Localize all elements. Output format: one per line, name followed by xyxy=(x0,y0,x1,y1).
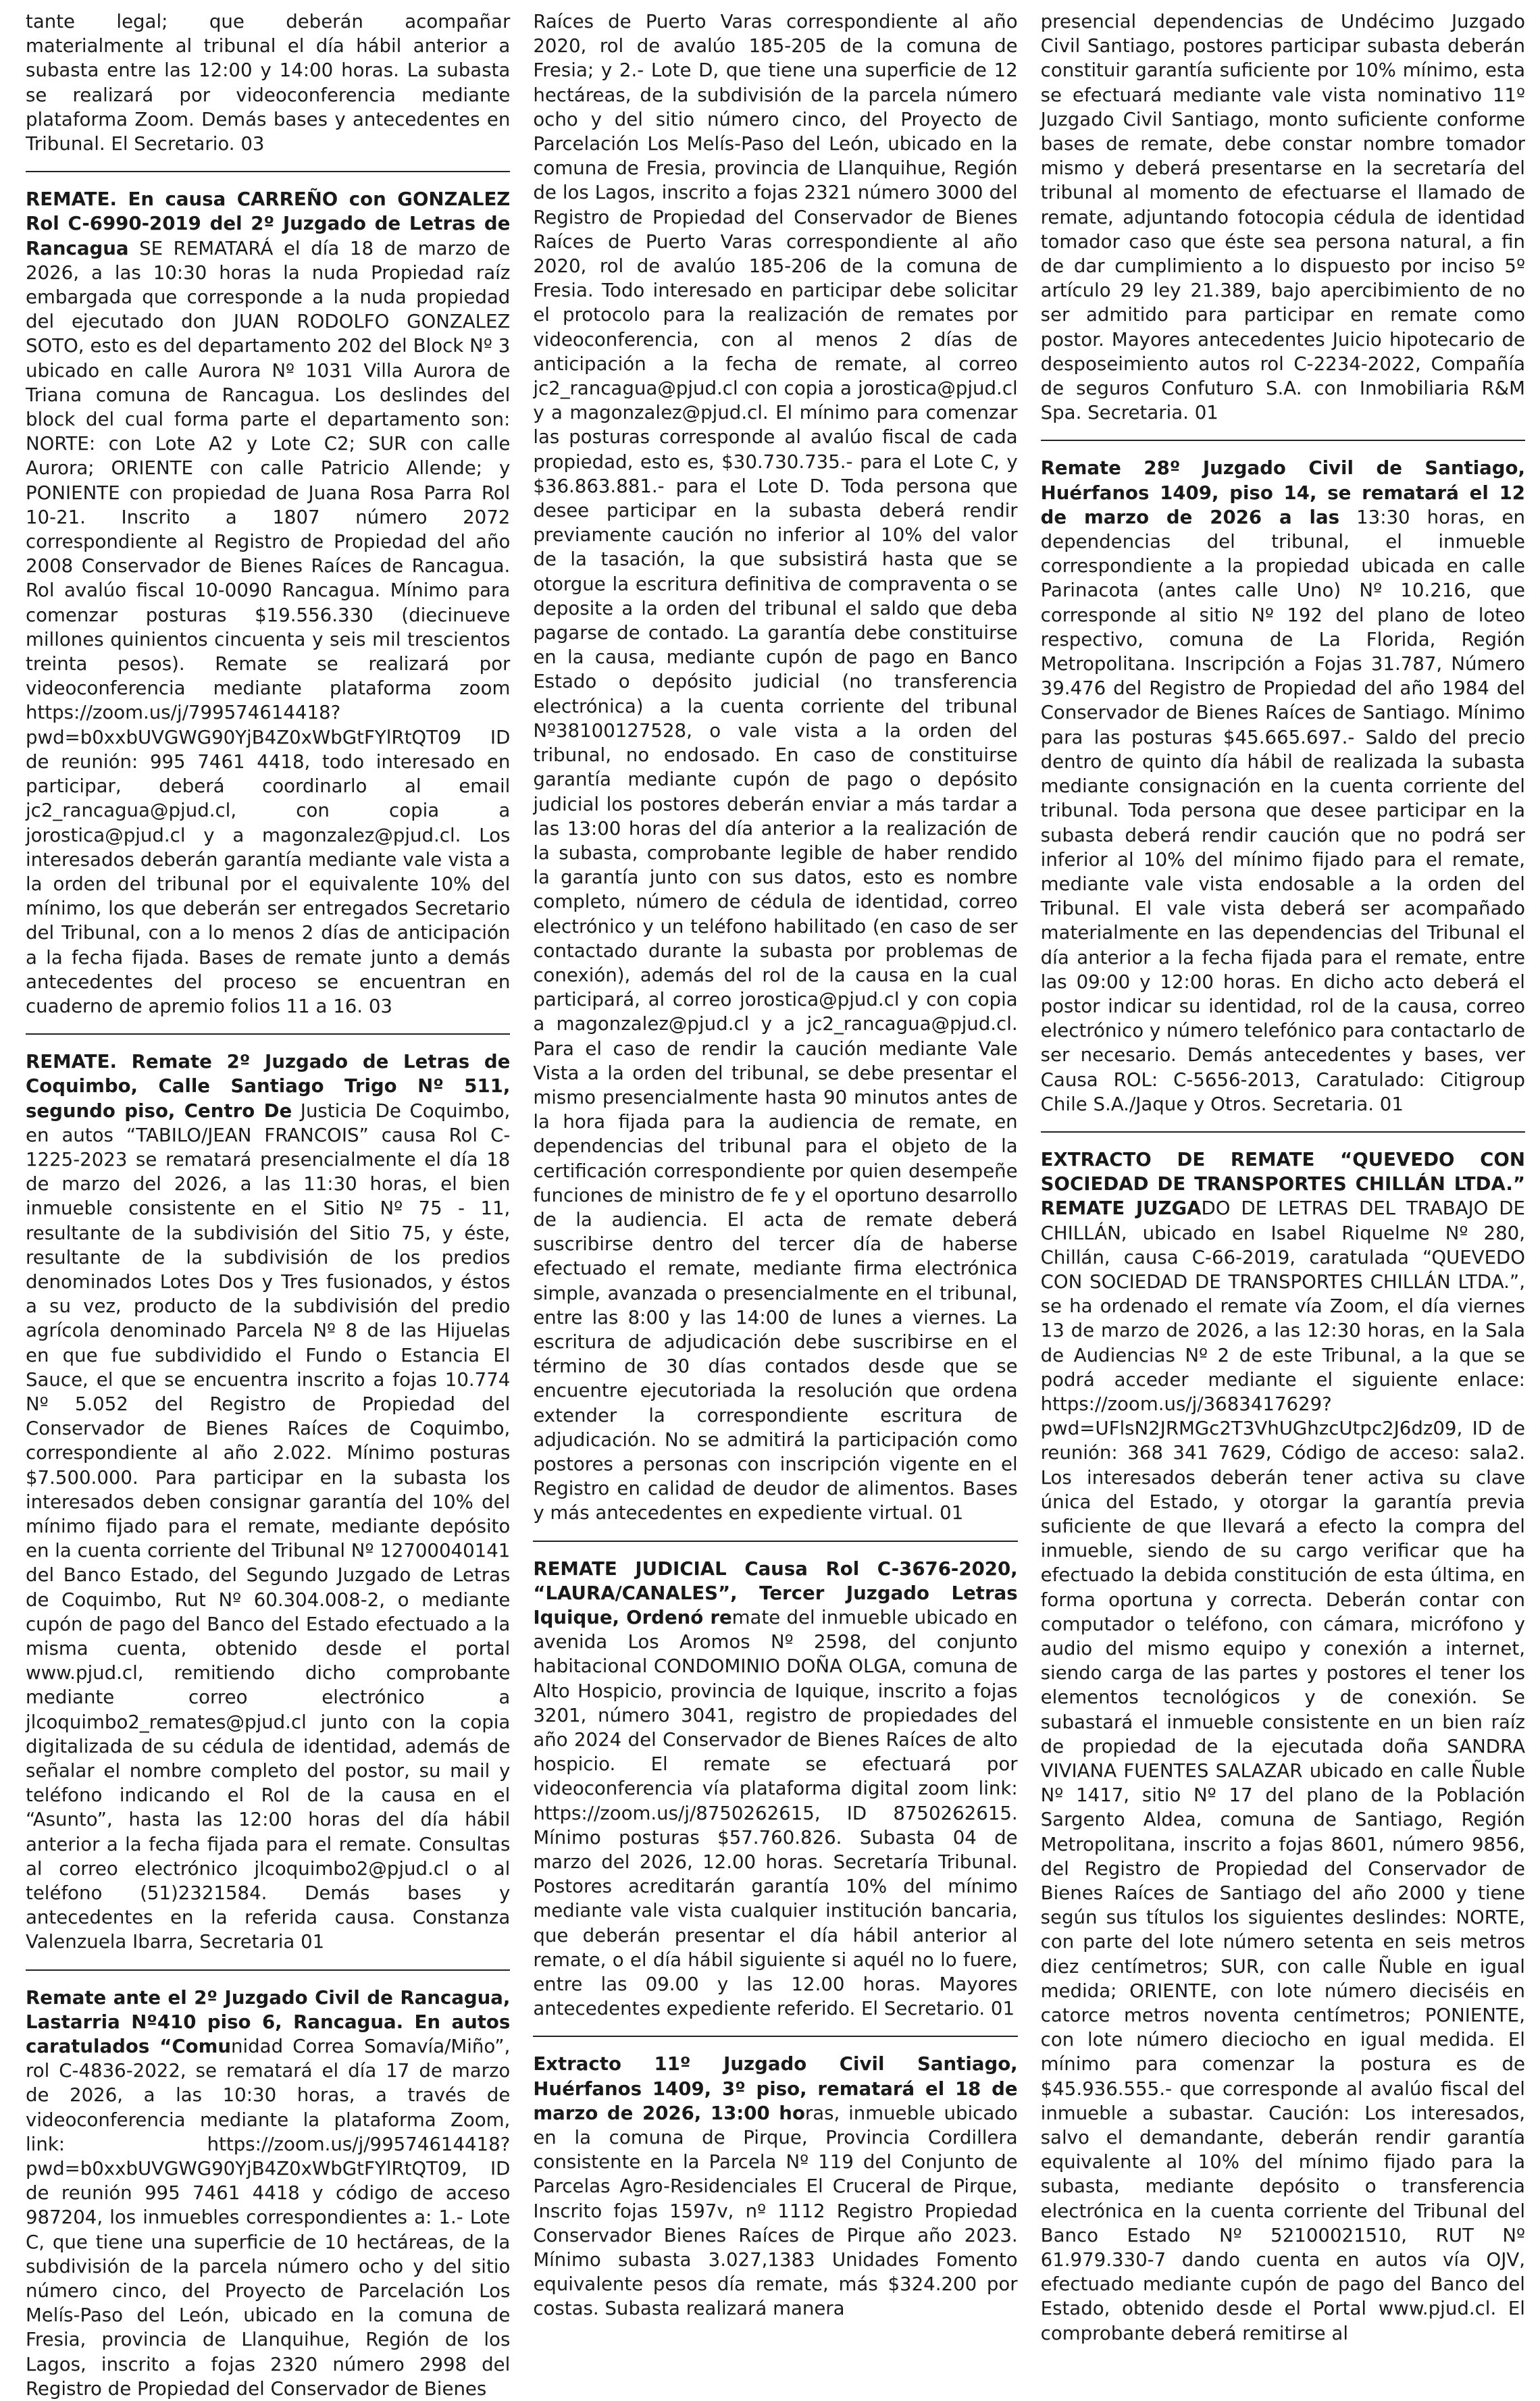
divider xyxy=(1041,440,1525,441)
notice-heading: REMATE JUDICIAL Causa Rol C-3676-2020, “LAURA/CANALES”, Tercer Juzgado Letras Iquique, Ordenó re xyxy=(533,1557,1018,1628)
notice-heading: REMATE. En causa CARREÑO con GONZALEZ Rol C-6990-2019 del 2º Juzgado de Letras de Rancagua xyxy=(26,188,511,259)
notice-body: tante legal; que deberán acompañar materialmente al tribunal el día hábil anterior a subasta entre las 12:00 y 14:00 horas. La subasta se realizará por videoconferencia mediante plataforma Zoom. Demás bases y antecedentes en Tribunal. El Secretario. 03 xyxy=(26,10,511,155)
divider xyxy=(533,1541,1017,1542)
divider xyxy=(26,171,510,172)
column-1 xyxy=(26,9,511,2400)
notice-body: DO DE LETRAS DEL TRABAJO DE CHILLÁN, ubicado en Isabel Riquelme Nº 280, Chillán, causa C-66-2019, caratulada “QUEVEDO CON SOCIEDAD DE TRANSPORTES CHILLÁN LTDA.”, se ha ordenado el remate vía Zoom, el día viernes 13 de marzo de 2026, a las 12:30 horas, en la Sala de Audiencias Nº 2 de este Tribunal, a la que se podrá acceder mediante el siguiente enlace: https://zoom.us/j/3683417629?pwd=UFlsN2JRMGc2T3VhUGhzcUtpc2J6dz09, ID de reunión: 368 341 7629, Código de acceso: sala2. Los interesados deberán tener activa su clave única del Estado, y otorgar la garantía previa suficiente de que llevará a efecto la compra del inmueble, siendo de su cargo verificar que ha efectuado la debida constitución de esta última, en forma oportuna y correcta. Deberán contar con computador o teléfono, con cámara, micrófono y audio del mismo equipo y conexión a internet, siendo carga de las partes y postores el tener los elementos tecnológicos y de conexión. Se subastará el inmueble consistente en un bien raíz de propiedad de la ejecutada doña SANDRA VIVIANA FUENTES SALAZAR ubicado en calle Ñuble Nº 1417, sitio Nº 17 del plano de la Población Sargento Aldea, comuna de Santiago, Región Metropolitana, inscrito a fojas 8601, número 9856, del Registro de Propiedad del Conservador de Bienes Raíces de Santiago del año 2000 y tiene según sus títulos los siguientes deslindes: NORTE, con parte del lote número setenta en seis metros diez centímetros; SUR, con calle Ñuble en igual medida; ORIENTE, con lote número dieciséis en catorce metros noventa centímetros; PONIENTE, con lote número dieciocho en igual medida. El mínimo para comenzar la postura es de $45.936.555.- que corresponde al avalúo fiscal del inmueble a subastar. Caución: Los interesados, salvo el demandante, deberán rendir garantía equivalente al 10% del mínimo fijado para la subasta, mediante depósito o transferencia electrónica en la cuenta corriente del Tribunal del Banco Estado Nº 52100021510, RUT Nº 61.979.330-7 dando cuenta en autos vía OJV, efectuado mediante cupón de pago del Banco del Estado, obtenido desde el Portal www.pjud.cl. El comprobante deberá remitirse al xyxy=(1040,1197,1525,2344)
notice-remate-coquimbo xyxy=(26,1050,510,1955)
divider xyxy=(26,1033,510,1035)
notice-heading: Extracto 11º Juzgado Civil Santiago, Huérfanos 1409, 3º piso, rematará el 18 de marzo de 2026, 13:00 ho xyxy=(533,2053,1018,2124)
notice-body: Justicia De Coquimbo, en autos “TABILO/JEAN FRANCOIS” causa Rol C-1225-2023 se rematará presencialmente el día 18 de marzo del 2026, a las 11:30 horas, el bien inmueble consistente en el Sitio Nº 75 - 11, resultante de la subdivisión del Sitio 75, y éste, resultante de la subdivisión de los predios denominados Lotes Dos y Tres fusionados, y éstos a su vez, producto de la subdivisión del predio agrícola denominado Parcela Nº 8 de las Hijuelas en que fue subdividido el Fundo o Estancia El Sauce, el que se encuentra inscrito a fojas 10.774 Nº 5.052 del Registro de Propiedad del Conservador de Bienes Raíces de Coquimbo, correspondiente al año 2.022. Mínimo posturas $7.500.000. Para participar en la subasta los interesados deben consignar garantía del 10% del mínimo fijado para el remate, mediante depósito en la cuenta corriente del Tribunal Nº 12700040141 del Banco Estado, del Segundo Juzgado de Letras de Coquimbo, Rut Nº 60.304.008-2, o mediante cupón de pago del Banco del Estado efectuado a la misma cuenta, obtenido desde el portal www.pjud.cl, remitiendo dicho comprobante mediante correo electrónico a jlcoquimbo2_remates@pjud.cl junto con la copia digitalizada de su cédula de identidad, además de señalar el nombre completo del postor, su mail y teléfono indicando el Rol de la causa en el “Asunto”, hasta las 12:00 horas del día hábil anterior a la fecha fijada para el remate. Consultas al correo electrónico jlcoquimbo2@pjud.cl o al teléfono (51)2321584. Demás bases y antecedentes en la referida causa. Constanza Valenzuela Ibarra, Secretaria 01 xyxy=(26,1099,511,1953)
notice-body: mate del inmueble ubicado en avenida Los Aromos Nº 2598, del conjunto habitacional CONDOMINIO DOÑA OLGA, comuna de Alto Hospicio, provincia de Iquique, inscrito a fojas 3201, número 3041, registro de propiedades del año 2024 del Conservador de Bienes Raíces de alto hospicio. El remate se efectuará por videoconferencia vía plataforma digital zoom link: https://zoom.us/j/8750262615, ID 8750262615. Mínimo posturas $57.760.826. Subasta 04 de marzo del 2026, 12.00 horas. Secretaría Tribunal. Postores acreditarán garantía 10% del mínimo mediante vale vista cualquier institución bancaria, que deberán presentar el día hábil anterior al remate, o el día hábil siguiente si aquél no lo fuere, entre las 09.00 y las 12.00 horas. Mayores antecedentes expediente referido. El Secretario. 01 xyxy=(533,1606,1018,2020)
notice-heading: Remate ante el 2º Juzgado Civil de Rancagua, Lastarria Nº410 piso 6, Rancagua. En autos caratulados “Comu xyxy=(26,1986,511,2058)
column-2 xyxy=(533,9,1018,2320)
divider xyxy=(533,2036,1017,2037)
notice-extracto-11-juzgado xyxy=(533,2052,1017,2321)
notice-body: presencial dependencias de Undécimo Juzgado Civil Santiago, postores participar subasta deberán constituir garantía suficiente por 10% mínimo, esta se efectuará mediante vale vista nominativo 11º Juzgado Civil Santiago, monto suficiente conforme bases de remate, debe constar nombre tomador mismo y deberá presentarse en la secretaría del tribunal al momento de efectuarse el llamado de remate, adjuntando fotocopia cédula de identidad tomador caso que éste sea persona natural, a fin de dar cumplimiento a lo dispuesto por inciso 5º artículo 29 ley 21.389, bajo apercibimiento de no ser admitido para participar en remate como postor. Mayores antecedentes Juicio hipotecario de desposeimiento autos rol C-2234-2022, Compañía de seguros Confuturo S.A. con Inmobiliaria R&M Spa. Secretaria. 01 xyxy=(1040,10,1525,424)
notice-remate-rancagua xyxy=(26,1986,510,2401)
notice-body: SE REMATARÁ el día 18 de marzo de 2026, a las 10:30 horas la nuda Propiedad raíz embargada que corresponde a la nuda propiedad del ejecutado don JUAN RODOLFO GONZALEZ SOTO, esto es del departamento 202 del Block Nº 3 ubicado en calle Aurora Nº 1031 Villa Aurora de Triana comuna de Rancagua. Los deslindes del block del cual forma parte el departamento son: NORTE: con Lote A2 y Lote C2; SUR con calle Aurora; ORIENTE con calle Patricio Allende; y PONIENTE con propiedad de Juana Rosa Parra Rol 10-21. Inscrito a 1807 número 2072 correspondiente al Registro de Propiedad del año 2008 Conservador de Bienes Raíces de Rancagua. Rol avalúo fiscal 10-0090 Rancagua. Mínimo para comenzar posturas $19.556.330 (diecinueve millones quinientos cincuenta y seis mil trescientos treinta pesos). Remate se realizará por videoconferencia mediante plataforma zoom https://zoom.us/j/799574614418?pwd=b0xxbUVGWG90YjB4Z0xWbGtFYlRtQT09 ID de reunión: 995 7461 4418, todo interesado en participar, deberá coordinarlo al email jc2_rancagua@pjud.cl, con copia a jorostica@pjud.cl y a magonzalez@pjud.cl. Los interesados deberán garantía mediante vale vista a la orden del tribunal por el equivalente 10% del mínimo, los que deberán ser entregados Secretario del Tribunal, con a lo menos 2 días de anticipación a la fecha fijada. Bases de remate junto a demás antecedentes del proceso se encuentran en cuaderno de apremio folios 11 a 16. 03 xyxy=(26,236,511,1017)
notice-heading: EXTRACTO DE REMATE “QUEVEDO CON SOCIEDAD DE TRANSPORTES CHILLÁN LTDA.” REMATE JUZGA xyxy=(1040,1147,1525,1220)
notice-continuation xyxy=(1041,9,1525,425)
notice-remate-carreno xyxy=(26,187,510,1018)
notice-continuation xyxy=(26,9,510,156)
notice-body: Raíces de Puerto Varas correspondiente al año 2020, rol de avalúo 185-205 de la comuna de Fresia; y 2.- Lote D, que tiene una superficie de 12 hectáreas, de la subdivisión de la parcela número ocho y del sitio número cinco, del Proyecto de Parcelación Los Melís-Paso del León, ubicado en la comuna de Fresia, provincia de Llanquihue, Región de los Lagos, inscrito a fojas 2321 número 3000 del Registro de Propiedad del Conservador de Bienes Raíces de Puerto Varas correspondiente al año 2020, rol de avalúo 185-206 de la comuna de Fresia. Todo interesado en participar debe solicitar el protocolo para la realización de remates por videoconferencia, con al menos 2 días de anticipación a la fecha de remate, al correo jc2_rancagua@pjud.cl con copia a jorostica@pjud.cl y a magonzalez@pjud.cl. El mínimo para comenzar las posturas corresponde al avalúo fiscal de cada propiedad, esto es, $30.730.735.- para el Lote C, y $36.863.881.- para el Lote D. Toda persona que desee participar en la subasta deberá rendir previamente caución no inferior al 10% del valor de la tasación, la que subsistirá hasta que se otorgue la escritura definitiva de compraventa o se deposite a la orden del tribunal el saldo que deba pagarse de contado. La garantía debe constituirse en la causa, mediante cupón de pago en Banco Estado o depósito judicial (no transferencia electrónica) a la cuenta corriente del tribunal Nº38100127528, o vale vista a la orden del tribunal, no endosado. En caso de constituirse garantía mediante cupón de pago o depósito judicial los postores deberán enviar a más tardar a las 13:00 horas del día anterior a la realización de la subasta, comprobante legible de haber rendido la garantía junto con sus datos, esto es nombre completo, número de cédula de identidad, correo electrónico y un teléfono habilitado (en caso de ser contactado durante la subasta por problemas de conexión), además del rol de la causa en la cual participará, al correo jorostica@pjud.cl y con copia a magonzalez@pjud.cl y a jc2_rancagua@pjud.cl. Para el caso de rendir la caución mediante Vale Vista a la orden del tribunal, se debe presentar el mismo presencialmente hasta 90 minutos antes de la hora fijada para la audiencia de remate, en dependencias del tribunal para el objeto de la certificación correspondiente por quien desempeñe funciones de ministro de fe y el oportuno desarrollo de la audiencia. El acta de remate deberá suscribirse dentro del tercer día de haberse efectuado el remate, mediante firma electrónica simple, avanzada o presencialmente en el tribunal, entre las 8:00 y las 14:00 de lunes a viernes. La escritura de adjudicación debe suscribirse en el término de 30 días contados desde que se encuentre ejecutoriada la resolución que ordena extender la correspondiente escritura de adjudicación. No se admitirá la participación como postores a personas con inscripción vigente en el Registro en calidad de deudor de alimentos. Bases y más antecedentes en expediente virtual. 01 xyxy=(533,10,1018,1524)
notice-body: ras, inmueble ubicado en la comuna de Pirque, Provincia Cordillera consistente en la Parcela Nº 119 del Conjunto de Parcelas Agro-Residenciales El Cruceral de Pirque, Inscrito fojas 1597v, nº 1112 Registro Propiedad Conservador Bienes Raíces de Pirque año 2023. Mínimo subasta 3.027,1383 Unidades Fomento equivalente pesos día remate, más $324.200 por costas. Subasta realizará manera xyxy=(533,2101,1018,2320)
notice-body: nidad Correa Somavía/Miño”, rol C-4836-2022, se rematará el día 17 de marzo de 2026, a las 10:30 horas, a través de videoconferencia mediante la plataforma Zoom, link: https://zoom.us/j/99574614418?pwd=b0xxbUVGWG90YjB4Z0xWbGtFYlRtQT09, ID de reunión 995 7461 4418 y código de acceso 987204, los inmuebles correspondientes a: 1.- Lote C, que tiene una superficie de 10 hectáreas, de la subdivisión de la parcela número ocho y del sitio número cinco, del Proyecto de Parcelación Los Melís-Paso del León, ubicado en la comuna de Fresia, provincia de Llanquihue, Región de los Lagos, inscrito a fojas 2320 número 2998 del Registro de Propiedad del Conservador de Bienes xyxy=(26,2035,511,2400)
column-3 xyxy=(1040,9,1525,2344)
notice-heading: REMATE. Remate 2º Juzgado de Letras de Coquimbo, Calle Santiago Trigo Nº 511, segundo piso, Centro De xyxy=(26,1050,511,1122)
notice-heading: Remate 28º Juzgado Civil de Santiago, Huérfanos 1409, piso 14, se rematará el 12 de marzo de 2026 a las xyxy=(1040,457,1525,528)
notice-extracto-quevedo xyxy=(1041,1147,1525,2346)
notice-continuation xyxy=(533,9,1017,1526)
notice-remate-28-juzgado xyxy=(1041,456,1525,1116)
notice-body: 13:30 horas, en dependencias del tribunal, el inmueble correspondiente a la propiedad ubicada en calle Parinacota (antes calle Uno) Nº 10.216, que corresponde al sitio Nº 192 del plano de loteo respectivo, comuna de La Florida, Región Metropolitana. Inscripción a Fojas 31.787, Número 39.476 del Registro de Propiedad del año 1984 del Conservador de Bienes Raíces de Santiago. Mínimo para las posturas $45.665.697.- Saldo del precio dentro de quinto día hábil de realizada la subasta mediante consignación en la cuenta corriente del tribunal. Toda persona que desee participar en la subasta deberá rendir caución que no podrá ser inferior al 10% del mínimo fijado para el remate, mediante vale vista endosable a la orden del Tribunal. El vale vista deberá ser acompañado materialmente en las dependencias del Tribunal el día anterior a la fecha fijada para el remate, entre las 09:00 y 12:00 horas. En dicho acto deberá el postor indicar su identidad, rol de la causa, correo electrónico y número telefónico para contactarlo de ser necesario. Demás antecedentes y bases, ver Causa ROL: C-5656-2013, Caratulado: Citigroup Chile S.A./Jaque y Otros. Secretaria. 01 xyxy=(1040,505,1525,1115)
divider xyxy=(26,1969,510,1971)
divider xyxy=(1041,1131,1525,1133)
notice-remate-judicial-iquique xyxy=(533,1557,1017,2021)
